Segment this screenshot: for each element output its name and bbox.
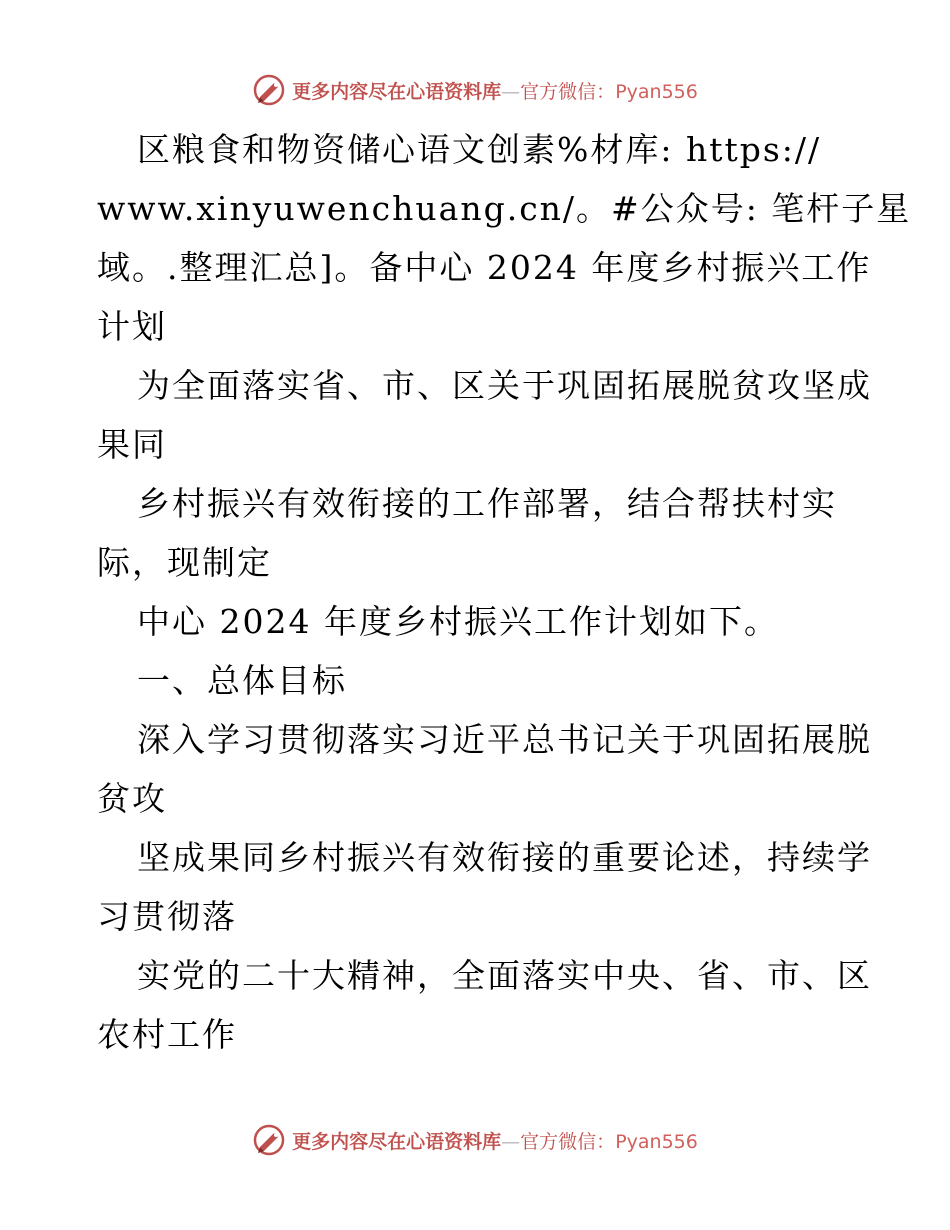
body-line: 际，现制定 bbox=[97, 543, 272, 582]
footer-banner bbox=[0, 1120, 950, 1160]
body-line: 农村工作 bbox=[97, 1015, 237, 1054]
body-line: 习贯彻落 bbox=[97, 897, 237, 936]
body-line: 深入学习贯彻落实习近平总书记关于巩固拓展脱 bbox=[137, 720, 872, 759]
body-line: 区粮食和物资储心语文创素%材库: https:// bbox=[137, 130, 822, 169]
body-line: 果同 bbox=[97, 425, 167, 464]
body-line: 贫攻 bbox=[97, 779, 167, 818]
header-banner-separator: — bbox=[501, 80, 521, 103]
body-line: 为全面落实省、市、区关于巩固拓展脱贫攻坚成 bbox=[137, 366, 872, 405]
header-banner-wechat-id: Pyan556 bbox=[615, 80, 698, 103]
footer-banner-title: 更多内容尽在心语资料库 bbox=[292, 1130, 502, 1153]
document-body bbox=[97, 125, 912, 1069]
body-line: 乡村振兴有效衔接的工作部署，结合帮扶村实 bbox=[137, 484, 837, 523]
body-line: 坚成果同乡村振兴有效衔接的重要论述，持续学 bbox=[137, 838, 872, 877]
body-line: www.xinyuwenchuang.cn/。#公众号: 笔杆子星 bbox=[97, 189, 912, 228]
pen-logo-icon bbox=[252, 1123, 286, 1157]
header-banner-wechat-label: 官方微信： bbox=[520, 80, 616, 103]
header-banner-title: 更多内容尽在心语资料库 bbox=[292, 80, 502, 103]
footer-banner-wechat-label: 官方微信： bbox=[520, 1130, 616, 1153]
header-banner bbox=[0, 70, 950, 110]
pen-logo-icon bbox=[252, 73, 286, 107]
header-banner-text bbox=[292, 77, 698, 104]
body-line: 域。.整理汇总]。备中心 2024 年度乡村振兴工作 bbox=[97, 248, 872, 287]
body-line: 一、总体目标 bbox=[137, 661, 347, 700]
footer-banner-wechat-id: Pyan556 bbox=[615, 1130, 698, 1153]
body-line: 中心 2024 年度乡村振兴工作计划如下。 bbox=[137, 602, 779, 641]
body-line: 实党的二十大精神，全面落实中央、省、市、区 bbox=[137, 956, 872, 995]
footer-banner-separator: — bbox=[501, 1130, 521, 1153]
footer-banner-text bbox=[292, 1127, 698, 1154]
body-line: 计划 bbox=[97, 307, 167, 346]
